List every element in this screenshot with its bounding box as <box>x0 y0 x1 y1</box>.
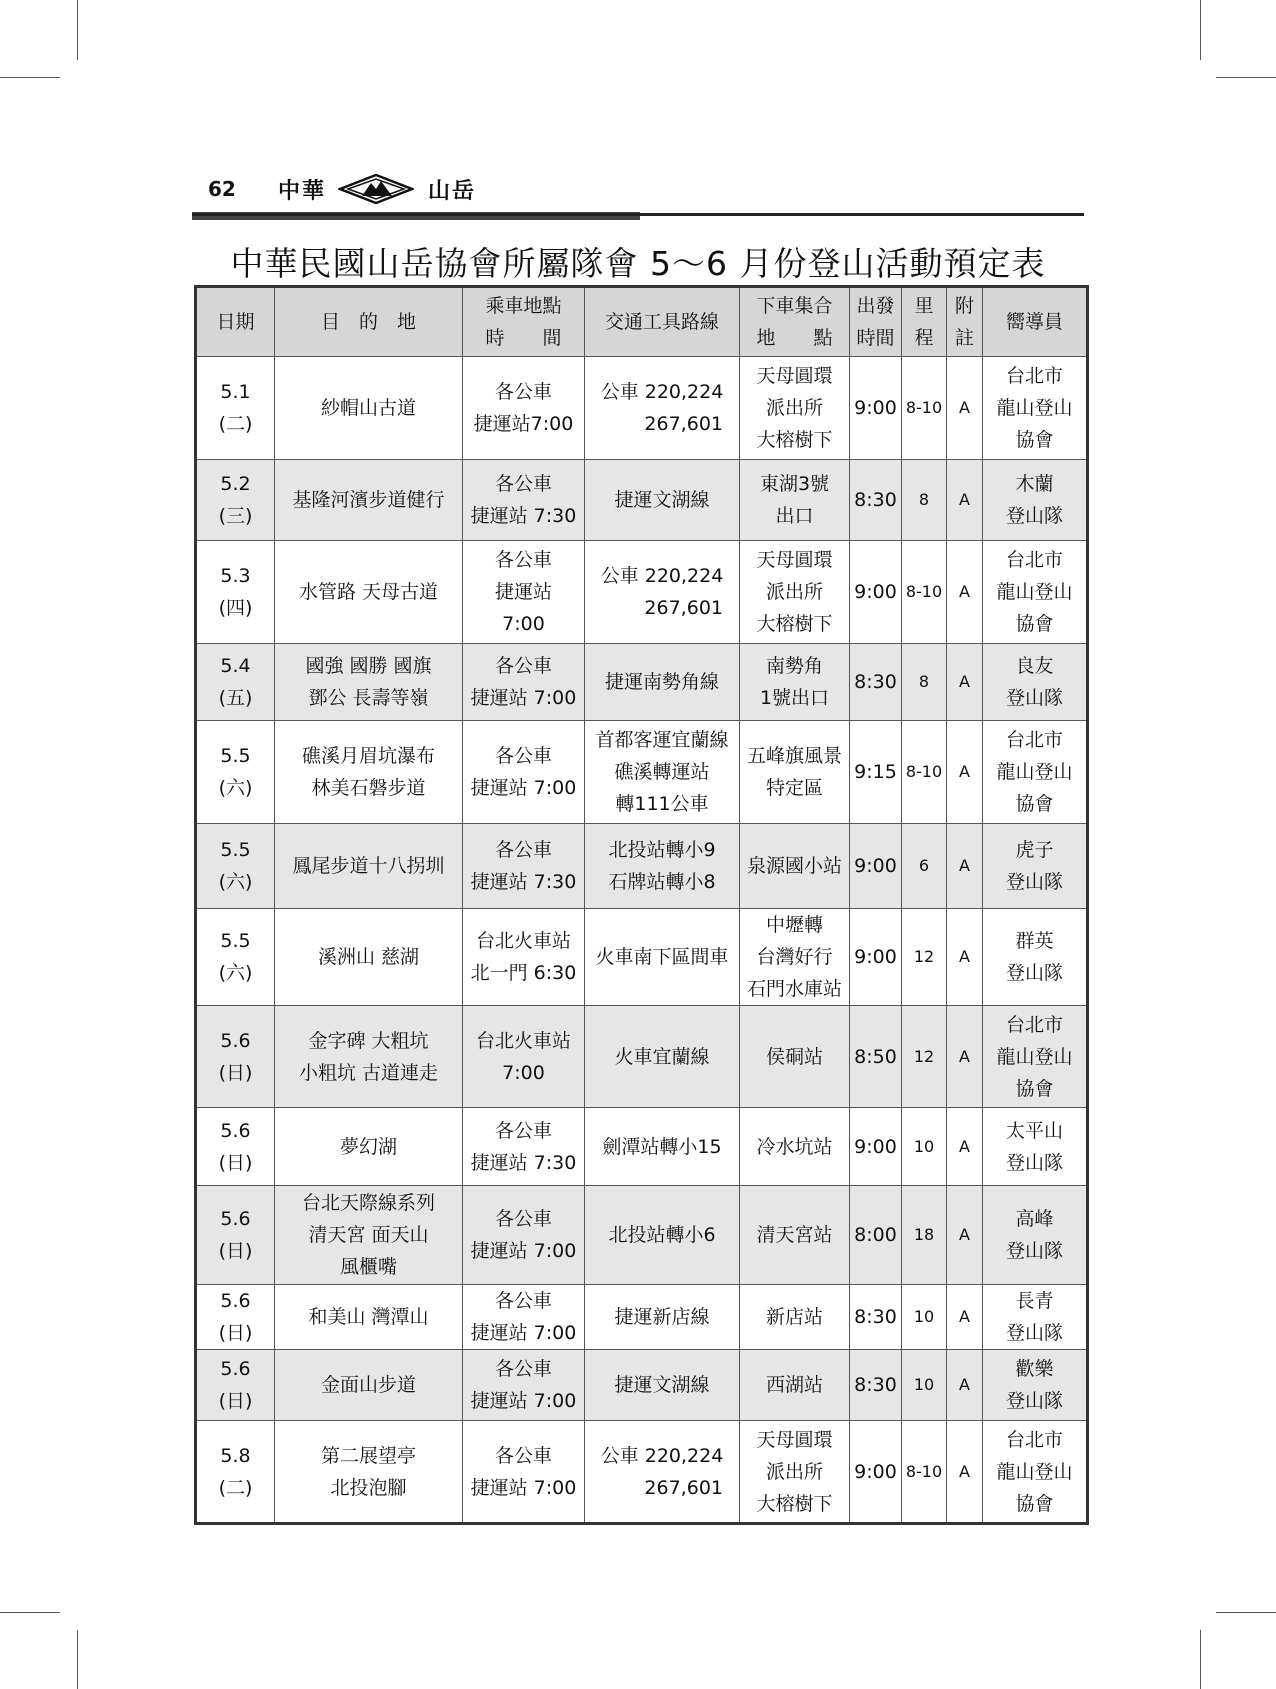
cell-leader: 高峰 登山隊 <box>983 1186 1088 1285</box>
cell-leader: 群英 登山隊 <box>983 909 1088 1006</box>
cell-boarding: 各公車 捷運站 7:30 <box>463 460 585 541</box>
cell-distance: 12 <box>902 1006 947 1108</box>
table-row <box>196 1285 1088 1350</box>
cell-boarding: 各公車 捷運站 7:00 <box>463 644 585 721</box>
cell-route: 捷運新店線 <box>585 1285 740 1350</box>
cell-boarding: 各公車 捷運站 7:30 <box>463 1108 585 1186</box>
cell-leader: 台北市 龍山登山 協會 <box>983 721 1088 824</box>
cell-boarding: 各公車 捷運站7:00 <box>463 357 585 460</box>
cell-assembly: 天母圓環 派出所 大榕樹下 <box>740 357 850 460</box>
col-header-route: 交通工具路線 <box>585 287 740 357</box>
cell-boarding: 各公車 捷運站 7:00 <box>463 541 585 644</box>
crop-mark <box>0 1612 60 1613</box>
cell-route: 公車 220,224 267,601 <box>585 541 740 644</box>
cell-distance: 6 <box>902 824 947 909</box>
cell-leader: 良友 登山隊 <box>983 644 1088 721</box>
cell-distance: 10 <box>902 1350 947 1421</box>
cell-route: 捷運文湖線 <box>585 460 740 541</box>
journal-name-right: 山岳 <box>428 177 477 204</box>
cell-destination: 金面山步道 <box>275 1350 463 1421</box>
cell-boarding: 各公車 捷運站 7:30 <box>463 824 585 909</box>
cell-leader: 台北市 龍山登山 協會 <box>983 1006 1088 1108</box>
col-header-leader: 嚮導員 <box>983 287 1088 357</box>
cell-route: 捷運南勢角線 <box>585 644 740 721</box>
cell-note: A <box>947 1421 983 1524</box>
header-rule <box>192 213 1084 216</box>
col-header-note: 附 註 <box>947 287 983 357</box>
table-row <box>196 721 1088 824</box>
cell-leader: 虎子 登山隊 <box>983 824 1088 909</box>
cell-date: 5.5 (六) <box>196 909 275 1006</box>
cell-note: A <box>947 460 983 541</box>
cell-date: 5.6 (日) <box>196 1186 275 1285</box>
cell-note: A <box>947 824 983 909</box>
crop-mark <box>1200 1630 1201 1689</box>
cell-date: 5.3 (四) <box>196 541 275 644</box>
cell-assembly: 冷水坑站 <box>740 1108 850 1186</box>
cell-date: 5.8 (二) <box>196 1421 275 1524</box>
cell-note: A <box>947 1186 983 1285</box>
cell-note: A <box>947 1350 983 1421</box>
cell-distance: 8-10 <box>902 721 947 824</box>
table-row <box>196 1006 1088 1108</box>
cell-date: 5.2 (三) <box>196 460 275 541</box>
cell-depart-time: 9:00 <box>850 824 902 909</box>
col-header-date: 日期 <box>196 287 275 357</box>
cell-assembly: 清天宮站 <box>740 1186 850 1285</box>
cell-depart-time: 9:15 <box>850 721 902 824</box>
table-row <box>196 824 1088 909</box>
table-row <box>196 357 1088 460</box>
cell-note: A <box>947 1108 983 1186</box>
cell-note: A <box>947 721 983 824</box>
cell-boarding: 各公車 捷運站 7:00 <box>463 721 585 824</box>
cell-destination: 金字碑 大粗坑 小粗坑 古道連走 <box>275 1006 463 1108</box>
cell-route: 火車南下區間車 <box>585 909 740 1006</box>
cell-depart-time: 8:50 <box>850 1006 902 1108</box>
cell-assembly: 新店站 <box>740 1285 850 1350</box>
crop-mark <box>77 1630 78 1689</box>
schedule-table <box>194 285 1089 1525</box>
cell-leader: 長青 登山隊 <box>983 1285 1088 1350</box>
cell-assembly: 天母圓環 派出所 大榕樹下 <box>740 541 850 644</box>
cell-depart-time: 8:30 <box>850 460 902 541</box>
cell-boarding: 各公車 捷運站 7:00 <box>463 1350 585 1421</box>
cell-destination: 台北天際線系列 清天宮 面天山 風櫃嘴 <box>275 1186 463 1285</box>
cell-destination: 水管路 天母古道 <box>275 541 463 644</box>
cell-depart-time: 9:00 <box>850 541 902 644</box>
page-title: 中華民國山岳協會所屬隊會 5～6 月份登山活動預定表 <box>230 244 1046 283</box>
cell-depart-time: 8:00 <box>850 1186 902 1285</box>
table-row <box>196 1421 1088 1524</box>
cell-assembly: 侯硐站 <box>740 1006 850 1108</box>
cell-date: 5.6 (日) <box>196 1108 275 1186</box>
cell-route: 劍潭站轉小15 <box>585 1108 740 1186</box>
cell-destination: 和美山 灣潭山 <box>275 1285 463 1350</box>
cell-date: 5.6 (日) <box>196 1350 275 1421</box>
journal-name-left: 中華 <box>278 177 327 204</box>
cell-date: 5.4 (五) <box>196 644 275 721</box>
cell-assembly: 泉源國小站 <box>740 824 850 909</box>
cell-date: 5.5 (六) <box>196 824 275 909</box>
crop-mark <box>1216 1612 1276 1613</box>
cell-leader: 歡樂 登山隊 <box>983 1350 1088 1421</box>
cell-boarding: 台北火車站 北一門 6:30 <box>463 909 585 1006</box>
table-row <box>196 1108 1088 1186</box>
cell-date: 5.1 (二) <box>196 357 275 460</box>
crop-mark <box>1200 0 1201 60</box>
mountain-logo-icon <box>338 174 414 204</box>
page-number: 62 <box>208 177 236 201</box>
cell-depart-time: 8:30 <box>850 644 902 721</box>
cell-boarding: 台北火車站 7:00 <box>463 1006 585 1108</box>
cell-assembly: 南勢角 1號出口 <box>740 644 850 721</box>
cell-route: 北投站轉小9 石牌站轉小8 <box>585 824 740 909</box>
cell-note: A <box>947 909 983 1006</box>
cell-assembly: 西湖站 <box>740 1350 850 1421</box>
cell-depart-time: 9:00 <box>850 1108 902 1186</box>
cell-destination: 夢幻湖 <box>275 1108 463 1186</box>
table-row <box>196 1350 1088 1421</box>
table-row <box>196 644 1088 721</box>
cell-route: 公車 220,224 267,601 <box>585 1421 740 1524</box>
cell-note: A <box>947 1006 983 1108</box>
cell-leader: 台北市 龍山登山 協會 <box>983 1421 1088 1524</box>
table-header-row <box>196 287 1088 357</box>
cell-leader: 木蘭 登山隊 <box>983 460 1088 541</box>
crop-mark <box>1216 77 1276 78</box>
cell-destination: 基隆河濱步道健行 <box>275 460 463 541</box>
cell-assembly: 中壢轉 台灣好行 石門水庫站 <box>740 909 850 1006</box>
crop-mark <box>0 77 60 78</box>
cell-route: 北投站轉小6 <box>585 1186 740 1285</box>
cell-note: A <box>947 541 983 644</box>
table-row <box>196 541 1088 644</box>
cell-assembly: 天母圓環 派出所 大榕樹下 <box>740 1421 850 1524</box>
col-header-depart-time: 出發 時間 <box>850 287 902 357</box>
cell-boarding: 各公車 捷運站 7:00 <box>463 1186 585 1285</box>
cell-distance: 10 <box>902 1108 947 1186</box>
cell-destination: 溪洲山 慈湖 <box>275 909 463 1006</box>
cell-depart-time: 9:00 <box>850 909 902 1006</box>
col-header-distance: 里 程 <box>902 287 947 357</box>
cell-distance: 8 <box>902 460 947 541</box>
cell-date: 5.5 (六) <box>196 721 275 824</box>
cell-destination: 鳳尾步道十八拐圳 <box>275 824 463 909</box>
cell-note: A <box>947 1285 983 1350</box>
cell-distance: 8-10 <box>902 357 947 460</box>
cell-date: 5.6 (日) <box>196 1006 275 1108</box>
cell-route: 捷運文湖線 <box>585 1350 740 1421</box>
cell-destination: 紗帽山古道 <box>275 357 463 460</box>
cell-route: 公車 220,224 267,601 <box>585 357 740 460</box>
cell-note: A <box>947 644 983 721</box>
col-header-assembly: 下車集合 地 點 <box>740 287 850 357</box>
cell-date: 5.6 (日) <box>196 1285 275 1350</box>
cell-leader: 台北市 龍山登山 協會 <box>983 541 1088 644</box>
cell-assembly: 東湖3號 出口 <box>740 460 850 541</box>
cell-distance: 8-10 <box>902 541 947 644</box>
cell-route: 首都客運宜蘭線 礁溪轉運站 轉111公車 <box>585 721 740 824</box>
cell-distance: 12 <box>902 909 947 1006</box>
cell-depart-time: 9:00 <box>850 1421 902 1524</box>
cell-distance: 18 <box>902 1186 947 1285</box>
cell-destination: 國強 國勝 國旗 鄧公 長壽等嶺 <box>275 644 463 721</box>
cell-distance: 8 <box>902 644 947 721</box>
cell-assembly: 五峰旗風景 特定區 <box>740 721 850 824</box>
table-row <box>196 460 1088 541</box>
cell-depart-time: 9:00 <box>850 357 902 460</box>
running-header <box>208 172 476 206</box>
table-row <box>196 1186 1088 1285</box>
cell-destination: 礁溪月眉坑瀑布 林美石磐步道 <box>275 721 463 824</box>
crop-mark <box>77 0 78 60</box>
cell-note: A <box>947 357 983 460</box>
col-header-destination: 目 的 地 <box>275 287 463 357</box>
cell-depart-time: 8:30 <box>850 1350 902 1421</box>
cell-boarding: 各公車 捷運站 7:00 <box>463 1285 585 1350</box>
table-row <box>196 909 1088 1006</box>
cell-distance: 10 <box>902 1285 947 1350</box>
cell-boarding: 各公車 捷運站 7:00 <box>463 1421 585 1524</box>
cell-distance: 8-10 <box>902 1421 947 1524</box>
cell-leader: 太平山 登山隊 <box>983 1108 1088 1186</box>
cell-depart-time: 8:30 <box>850 1285 902 1350</box>
col-header-boarding: 乘車地點 時 間 <box>463 287 585 357</box>
cell-route: 火車宜蘭線 <box>585 1006 740 1108</box>
cell-leader: 台北市 龍山登山 協會 <box>983 357 1088 460</box>
cell-destination: 第二展望亭 北投泡腳 <box>275 1421 463 1524</box>
